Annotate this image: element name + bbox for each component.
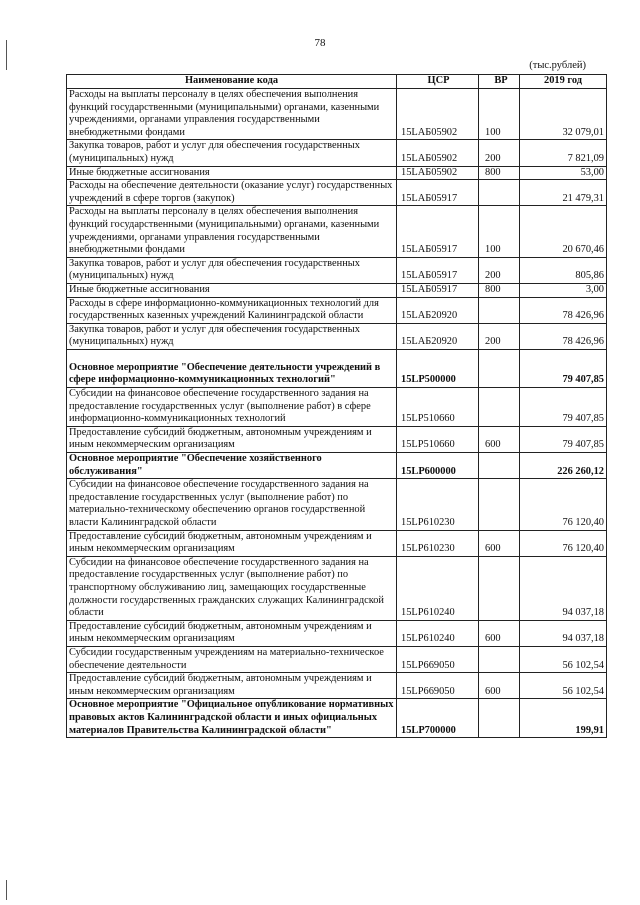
row-sum-2019: 76 120,40	[520, 479, 607, 530]
row-csr-code: 15LP610240	[397, 620, 479, 646]
row-sum-2019: 94 037,18	[520, 620, 607, 646]
table-row	[67, 388, 607, 427]
row-csr-code: 15LAБ05917	[397, 206, 479, 257]
row-csr-code: 15LAБ05902	[397, 140, 479, 166]
row-name: Субсидии на финансовое обеспечение государственного задания на предоставление государственных услуг (выполнение работ) по транспортному обслуживанию лиц, замещающих государственные должности государственных гражданских служащих Калининградской области	[67, 556, 397, 620]
row-vr-code: 600	[479, 673, 520, 699]
row-name: Расходы на выплаты персоналу в целях обеспечения выполнения функций государственными (муниципальными) органами, казенными учреждениями, органами управления государственными внебюджетными фондами	[67, 89, 397, 140]
row-vr-code	[479, 349, 520, 387]
table-row	[67, 349, 607, 387]
row-vr-code	[479, 297, 520, 323]
row-sum-2019: 78 426,96	[520, 297, 607, 323]
table-row	[67, 530, 607, 556]
row-vr-code: 200	[479, 257, 520, 283]
row-sum-2019: 79 407,85	[520, 349, 607, 387]
table-header-row	[67, 75, 607, 89]
row-name: Закупка товаров, работ и услуг для обеспечения государственных (муниципальных) нужд	[67, 140, 397, 166]
row-csr-code: 15LAБ05917	[397, 180, 479, 206]
row-vr-code	[479, 646, 520, 672]
row-sum-2019: 7 821,09	[520, 140, 607, 166]
row-vr-code	[479, 453, 520, 479]
row-sum-2019: 20 670,46	[520, 206, 607, 257]
table-row	[67, 166, 607, 180]
table-row	[67, 453, 607, 479]
row-sum-2019: 21 479,31	[520, 180, 607, 206]
column-header-csr: ЦСР	[397, 75, 479, 89]
table-row	[67, 323, 607, 349]
table-row	[67, 89, 607, 140]
row-name: Иные бюджетные ассигнования	[67, 283, 397, 297]
row-csr-code: 15LP510660	[397, 388, 479, 427]
row-name: Предоставление субсидий бюджетным, автономным учреждениям и иным некоммерческим организациям	[67, 530, 397, 556]
table-row	[67, 180, 607, 206]
row-csr-code: 15LAБ05917	[397, 283, 479, 297]
row-sum-2019: 79 407,85	[520, 426, 607, 452]
table-row	[67, 673, 607, 699]
row-csr-code: 15LAБ05902	[397, 166, 479, 180]
table-row	[67, 283, 607, 297]
row-csr-code: 15LAБ20920	[397, 323, 479, 349]
row-name: Расходы в сфере информационно-коммуникационных технологий для государственных казенных учреждений Калининградской области	[67, 297, 397, 323]
margin-mark	[6, 880, 7, 900]
row-csr-code: 15LAБ05902	[397, 89, 479, 140]
row-csr-code: 15LP700000	[397, 699, 479, 738]
row-csr-code: 15LAБ20920	[397, 297, 479, 323]
budget-table	[66, 74, 607, 738]
row-name: Предоставление субсидий бюджетным, автономным учреждениям и иным некоммерческим организациям	[67, 620, 397, 646]
row-name: Предоставление субсидий бюджетным, автономным учреждениям и иным некоммерческим организациям	[67, 426, 397, 452]
row-vr-code: 800	[479, 166, 520, 180]
row-vr-code: 600	[479, 620, 520, 646]
units-label: (тыс.рублей)	[529, 60, 586, 71]
row-csr-code: 15LP610230	[397, 530, 479, 556]
row-sum-2019: 79 407,85	[520, 388, 607, 427]
row-sum-2019: 53,00	[520, 166, 607, 180]
row-csr-code: 15LP610240	[397, 556, 479, 620]
table-row	[67, 479, 607, 530]
row-csr-code: 15LP510660	[397, 426, 479, 452]
table-row	[67, 206, 607, 257]
row-csr-code: 15LAБ05917	[397, 257, 479, 283]
row-csr-code: 15LP669050	[397, 646, 479, 672]
row-csr-code: 15LP500000	[397, 349, 479, 387]
margin-mark	[6, 40, 7, 70]
column-header-vr: ВР	[479, 75, 520, 89]
table-row	[67, 556, 607, 620]
row-name: Предоставление субсидий бюджетным, автономным учреждениям и иным некоммерческим организациям	[67, 673, 397, 699]
row-vr-code: 600	[479, 426, 520, 452]
row-name: Основное мероприятие "Обеспечение деятельности учреждений в сфере информационно-коммуникационных технологий"	[67, 349, 397, 387]
row-csr-code: 15LP600000	[397, 453, 479, 479]
row-sum-2019: 32 079,01	[520, 89, 607, 140]
column-header-year: 2019 год	[520, 75, 607, 89]
table-row	[67, 426, 607, 452]
row-name: Закупка товаров, работ и услуг для обеспечения государственных (муниципальных) нужд	[67, 323, 397, 349]
row-vr-code: 600	[479, 530, 520, 556]
table-row	[67, 646, 607, 672]
table-row	[67, 620, 607, 646]
row-csr-code: 15LP669050	[397, 673, 479, 699]
row-csr-code: 15LP610230	[397, 479, 479, 530]
row-name: Субсидии на финансовое обеспечение государственного задания на предоставление государственных услуг (выполнение работ) в сфере информационно-коммуникационных технологий	[67, 388, 397, 427]
row-sum-2019: 76 120,40	[520, 530, 607, 556]
row-vr-code	[479, 479, 520, 530]
row-sum-2019: 94 037,18	[520, 556, 607, 620]
row-name: Иные бюджетные ассигнования	[67, 166, 397, 180]
row-sum-2019: 226 260,12	[520, 453, 607, 479]
row-name: Основное мероприятие "Обеспечение хозяйственного обслуживания"	[67, 453, 397, 479]
table-row	[67, 699, 607, 738]
row-vr-code	[479, 180, 520, 206]
row-name: Основное мероприятие "Официальное опубликование нормативных правовых актов Калининградской области и иных официальных материалов Правительства Калининградской области"	[67, 699, 397, 738]
row-vr-code: 200	[479, 323, 520, 349]
row-name: Субсидии государственным учреждениям на материально-техническое обеспечение деятельности	[67, 646, 397, 672]
row-vr-code: 100	[479, 206, 520, 257]
row-sum-2019: 56 102,54	[520, 673, 607, 699]
table-row	[67, 257, 607, 283]
table-row	[67, 297, 607, 323]
row-name: Субсидии на финансовое обеспечение государственного задания на предоставление государственных услуг (выполнение работ) по материально-техническому обеспечению органов государственной власти Калининградской области	[67, 479, 397, 530]
page-number: 78	[314, 37, 326, 49]
row-sum-2019: 56 102,54	[520, 646, 607, 672]
row-sum-2019: 3,00	[520, 283, 607, 297]
row-name: Закупка товаров, работ и услуг для обеспечения государственных (муниципальных) нужд	[67, 257, 397, 283]
row-name: Расходы на выплаты персоналу в целях обеспечения выполнения функций государственными (муниципальными) органами, казенными учреждениями, органами управления государственными внебюджетными фондами	[67, 206, 397, 257]
row-name: Расходы на обеспечение деятельности (оказание услуг) государственных учреждений в сфере торгов (закупок)	[67, 180, 397, 206]
row-sum-2019: 78 426,96	[520, 323, 607, 349]
row-vr-code	[479, 388, 520, 427]
column-header-name: Наименование кода	[67, 75, 397, 89]
table-row	[67, 140, 607, 166]
row-vr-code: 100	[479, 89, 520, 140]
row-sum-2019: 199,91	[520, 699, 607, 738]
row-vr-code	[479, 699, 520, 738]
row-vr-code	[479, 556, 520, 620]
row-vr-code: 800	[479, 283, 520, 297]
row-sum-2019: 805,86	[520, 257, 607, 283]
row-vr-code: 200	[479, 140, 520, 166]
table-body	[67, 89, 607, 738]
